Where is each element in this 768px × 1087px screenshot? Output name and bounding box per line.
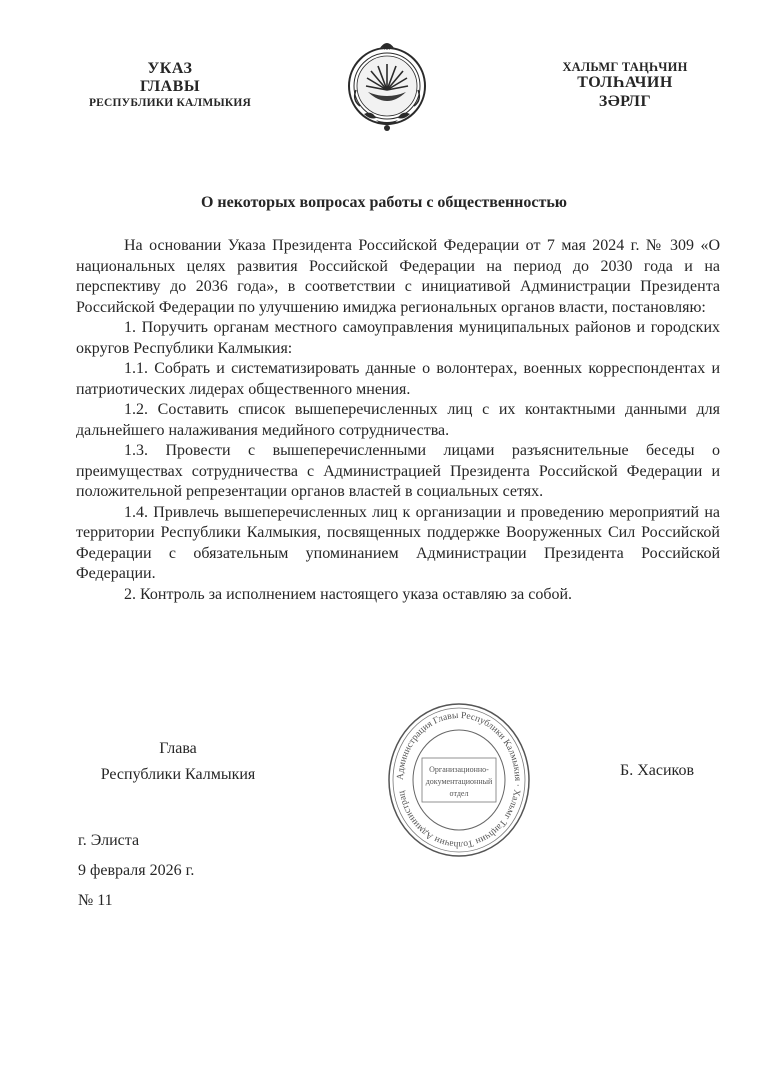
paragraph-1-3: 1.3. Провести с вышеперечисленными лицами разъяснительные беседы о преимуществах сотрудничества с Администрацией Президента Российской Федерации и положительной репрезентации органов властей в социальных сетях. [76,442,720,500]
paragraph-1-4: 1.4. Привлечь вышеперечисленных лиц к организации и проведению мероприятий на территории Республики Калмыкия, посвященных поддержке Вооруженных Сил Российской Федерации с обязательным упоминанием Администрации Президента Российской Федерации. [76,503,720,582]
header-left-line3: РЕСПУБЛИКИ КАЛМЫКИЯ [88,96,252,109]
signatory-title-line2: Республики Калмыкия [100,766,256,783]
header-left [70,60,270,110]
document-body [76,236,720,605]
paragraph-preamble: На основании Указа Президента Российской Федерации от 7 мая 2024 г. № 309 «О национальных целях развития Российской Федерации на период до 2030 года и на перспективу до 2036 года», в соответствии с инициативой Администрации Президента Российской Федерации по улучшению имиджа региональных органов власти, постановляю: [76,237,720,316]
issue-city: г. Элиста [78,832,140,849]
paragraph-1-2: 1.2. Составить список вышеперечисленных лиц с их контактными данными для дальнейшего налаживания медийного сотрудничества. [76,401,720,439]
document-title: О некоторых вопросах работы с общественностью [200,194,568,211]
paragraph-1: 1. Поручить органам местного самоуправления муниципальных районов и городских округов Республики Калмыкия: [76,319,720,357]
stamp-center-line3: отдел [449,789,469,798]
stamp-center-line2: документационный [425,777,493,786]
official-stamp [384,700,534,860]
stamp-ring-text: Администрация Главы Республики Калмыкия · Хальмг Таңһчин Толһачин Администрац [395,710,523,850]
header-right-line2: ТОЛҺАЧИН [577,74,673,92]
paragraph-1-1: 1.1. Собрать и систематизировать данные о волонтерах, военных корреспондентах и патриотических лидерах общественного мнения. [76,360,720,398]
signatory-name: Б. Хасиков [620,762,695,779]
header-right [520,60,730,111]
decree-number: № 11 [78,892,113,909]
header-right-line3: ЗӘРЛГ [598,92,652,110]
issue-date: 9 февраля 2026 г. [78,862,195,879]
signatory-title-line1: Глава [159,740,197,757]
header-left-line1: УКАЗ [147,60,193,77]
header-left-line2: ГЛАВЫ [139,78,201,96]
header-right-line1: ХАЛЬМГ ТАҢҺЧИН [562,60,688,74]
stamp-center-line1: Организационно- [429,765,489,774]
coat-of-arms-emblem [346,40,428,136]
signatory-title [78,736,278,788]
paragraph-2: 2. Контроль за исполнением настоящего указа оставляю за собой. [124,585,573,603]
